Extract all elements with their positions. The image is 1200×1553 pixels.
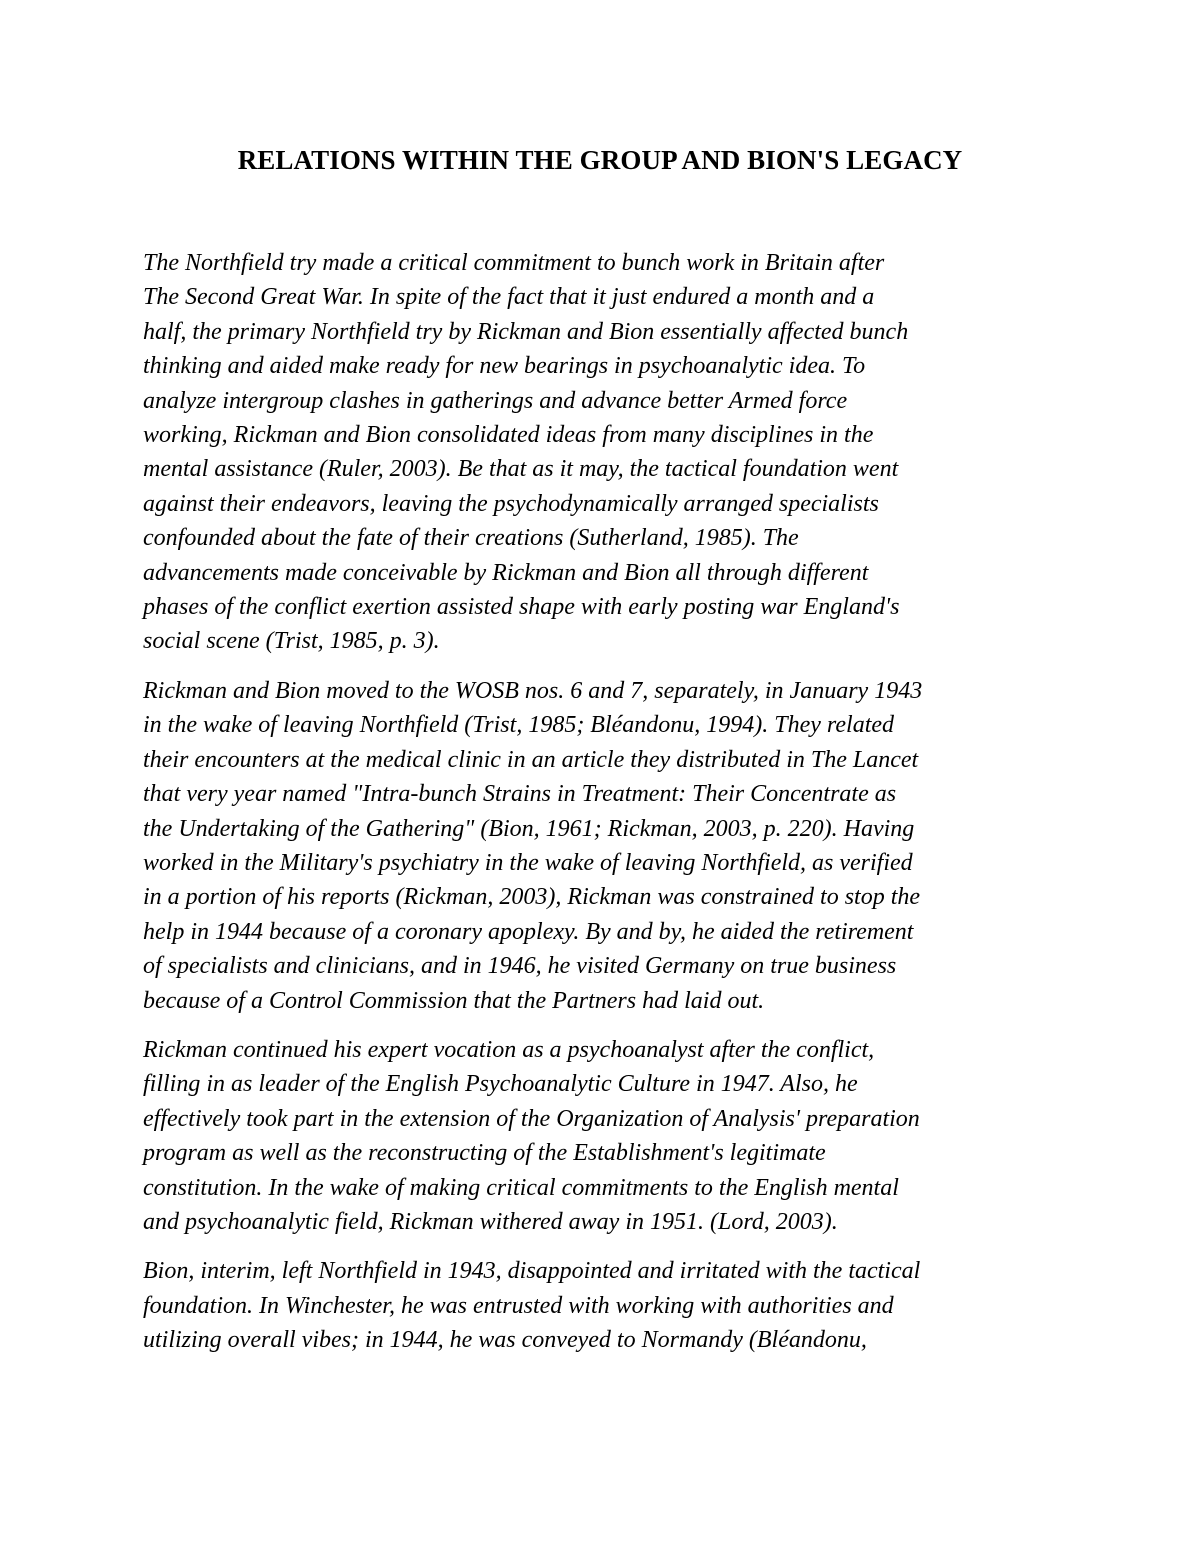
- paragraph-line: half, the primary Northfield try by Rickman and Bion essentially affected bunch: [143, 318, 909, 345]
- paragraph-line: and psychoanalytic field, Rickman withered away in 1951. (Lord, 2003).: [143, 1208, 838, 1235]
- body-paragraph: [143, 674, 1058, 1018]
- paragraph-line: foundation. In Winchester, he was entrusted with working with authorities and: [143, 1292, 894, 1319]
- paragraph-line: Bion, interim, left Northfield in 1943, disappointed and irritated with the tactical: [143, 1258, 921, 1285]
- body-paragraph: [143, 1033, 1058, 1239]
- paragraph-line: help in 1944 because of a coronary apoplexy. By and by, he aided the retirement: [143, 918, 914, 945]
- paragraph-line: phases of the conflict exertion assisted shape with early posting war England's: [143, 594, 900, 621]
- paragraph-line: against their endeavors, leaving the psychodynamically arranged specialists: [143, 490, 879, 517]
- paragraph-line: thinking and aided make ready for new bearings in psychoanalytic idea. To: [143, 353, 866, 380]
- paragraph-line: The Second Great War. In spite of the fact that it just endured a month and a: [143, 284, 875, 311]
- document-title: RELATIONS WITHIN THE GROUP AND BION'S LEGACY: [237, 145, 963, 175]
- paragraph-line: utilizing overall vibes; in 1944, he was conveyed to Normandy (Bléandonu,: [143, 1327, 867, 1354]
- paragraph-line: program as well as the reconstructing of the Establishment's legitimate: [143, 1140, 826, 1167]
- paragraph-line: that very year named "Intra-bunch Strains in Treatment: Their Concentrate as: [143, 781, 897, 808]
- paragraph-line: confounded about the fate of their creations (Sutherland, 1985). The: [143, 525, 799, 552]
- paragraph-line: worked in the Military's psychiatry in the wake of leaving Northfield, as verified: [143, 849, 913, 876]
- paragraph-line: filling in as leader of the English Psychoanalytic Culture in 1947. Also, he: [143, 1071, 858, 1098]
- paragraph-line: effectively took part in the extension of the Organization of Analysis' preparation: [143, 1105, 920, 1132]
- paragraph-line: the Undertaking of the Gathering" (Bion, 1961; Rickman, 2003, p. 220). Having: [143, 815, 915, 842]
- paragraph-line: constitution. In the wake of making critical commitments to the English mental: [143, 1174, 899, 1201]
- body-paragraph: [143, 246, 1058, 659]
- paragraph-line: of specialists and clinicians, and in 1946, he visited Germany on true business: [143, 953, 897, 980]
- paragraph-line: analyze intergroup clashes in gatherings and advance better Armed force: [143, 387, 848, 414]
- paragraph-line: advancements made conceivable by Rickman and Bion all through different: [143, 559, 869, 586]
- paragraph-line: because of a Control Commission that the Partners had laid out.: [143, 987, 765, 1014]
- paragraph-line: mental assistance (Ruler, 2003). Be that as it may, the tactical foundation went: [143, 456, 899, 483]
- paragraph-line: their encounters at the medical clinic in an article they distributed in The Lancet: [143, 746, 919, 773]
- paragraph-line: in the wake of leaving Northfield (Trist, 1985; Bléandonu, 1994). They related: [143, 712, 895, 739]
- paragraph-line: Rickman and Bion moved to the WOSB nos. 6 and 7, separately, in January 1943: [143, 677, 923, 704]
- paragraph-line: The Northfield try made a critical commitment to bunch work in Britain after: [143, 250, 885, 276]
- document-body: [143, 246, 1058, 1373]
- paragraph-line: Rickman continued his expert vocation as a psychoanalyst after the conflict,: [143, 1036, 875, 1063]
- paragraph-line: working, Rickman and Bion consolidated ideas from many disciplines in the: [143, 422, 874, 449]
- paragraph-line: social scene (Trist, 1985, p. 3).: [143, 628, 440, 655]
- body-paragraph: [143, 1254, 1058, 1357]
- paragraph-line: in a portion of his reports (Rickman, 2003), Rickman was constrained to stop the: [143, 884, 921, 911]
